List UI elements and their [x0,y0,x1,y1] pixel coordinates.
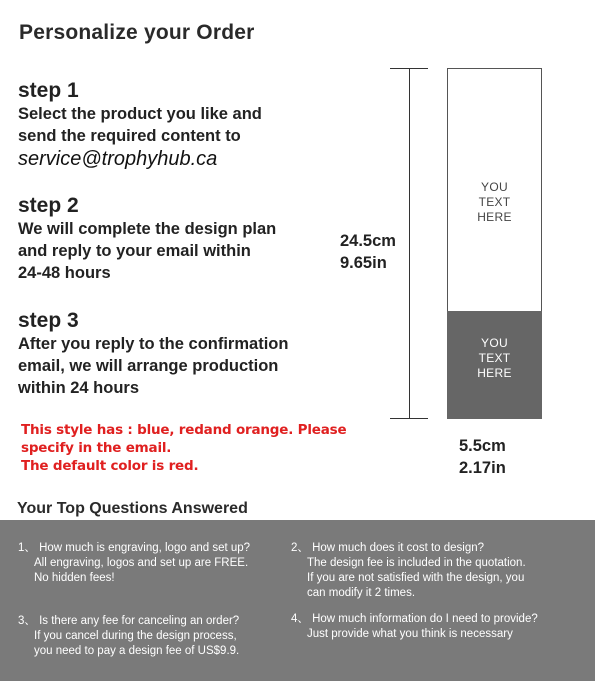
faq-question: 1、 How much is engraving, logo and set up? [18,542,251,554]
faq-item-4 [291,612,538,642]
page-title: Personalize your Order [19,21,255,44]
step-2-text: We will complete the design plan and reply to your email within 24-48 hours [18,220,277,282]
sample-text-top: YOU TEXT HERE [477,180,512,224]
height-dimension-line [409,68,410,419]
faq-answer: The design fee is included in the quotation. [307,557,526,569]
faq-answer: Just provide what you think is necessary [307,628,513,640]
faq-answer: If you are not satisfied with the design, you [307,572,525,584]
dimension-tick-top [390,68,428,69]
faq-question: 3、 Is there any fee for canceling an order? [18,615,240,627]
faq-question: 2、 How much does it cost to design? [291,542,485,554]
faq-question: 4、 How much information do I need to provide? [291,613,538,625]
contact-email[interactable]: service@trophyhub.ca [18,148,218,170]
step-3-text: After you reply to the confirmation email, we will arrange production within 24 hours [18,335,289,397]
color-note: This style has : blue, redand orange. Please specify in the email. The default color is red. [21,422,347,474]
width-label: 5.5cm 2.17in [459,437,506,477]
faq-item-3 [18,614,239,659]
faq-answer: No hidden fees! [34,572,115,584]
faq-answer: can modify it 2 times. [307,587,416,599]
step-2-heading: step 2 [18,194,79,217]
step-1-text: Select the product you like and send the required content to [18,105,262,145]
faq-item-2 [291,541,526,601]
step-1-heading: step 1 [18,79,79,102]
faq-title: Your Top Questions Answered [17,500,248,517]
sample-text-bottom: YOU TEXT HERE [477,336,512,380]
faq-answer: you need to pay a design fee of US$9.9. [34,645,240,657]
dimension-tick-bottom [390,418,428,419]
faq-answer: All engraving, logos and set up are FREE. [34,557,249,569]
faq-answer: If you cancel during the design process, [34,630,237,642]
height-label: 24.5cm 9.65in [340,232,396,272]
step-3-heading: step 3 [18,309,79,332]
faq-item-1 [18,541,250,586]
